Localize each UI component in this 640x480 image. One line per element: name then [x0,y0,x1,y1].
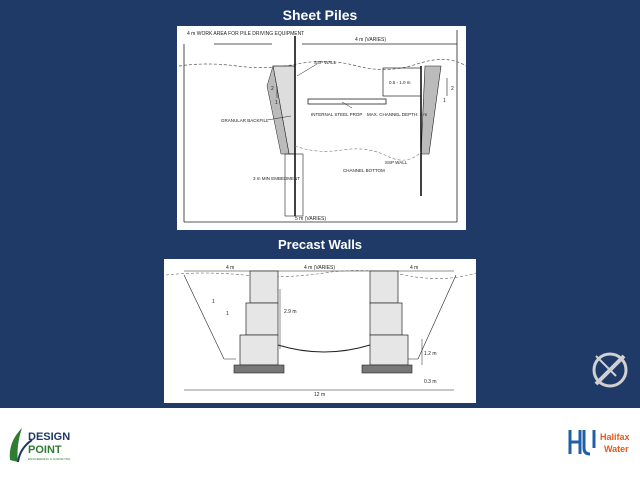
total-width-label: 12 m [314,392,326,398]
slope-vertical-label: 1 [212,299,215,305]
max-channel-depth-label: MAX. CHANNEL DEPTH: 3 m [367,112,428,117]
halifax-water-logo [566,424,632,460]
footer [0,408,640,480]
compass-icon [586,346,634,394]
ssp-wall-left-label: SSP WALL [314,60,337,65]
hw-logo-icon [570,430,594,454]
sheet-piles-title: Sheet Piles [282,7,358,23]
design-point-top: DESIGN [28,431,71,443]
embedment-label: 3 m MIN EMBEDMENT [253,176,301,181]
precast-walls-title: Precast Walls [277,237,363,252]
ssp-wall-right-label: SSP WALL [385,160,408,165]
slope-vertical-label: 2 [271,86,274,92]
slope-horizontal-right-label: 1 [443,98,446,104]
bottom-width-label: 5 m (VARIES) [295,216,327,222]
work-area-label: 4 m WORK AREA FOR PILE DRIVING EQUIPMENT [187,31,305,37]
middle-width-label: 4 m (VARIES) [304,265,336,271]
design-point-tagline: ENGINEERING & SURVEYING [28,457,71,461]
internal-steel-prop-label: INTERNAL STEEL PROP [311,112,363,117]
right-height-label: 1.2 m [424,351,437,357]
slope-vertical-right-label: 2 [451,86,454,92]
halifax-top: Halifax [600,432,630,442]
range-label: 0.5 - 1.0 m [389,80,411,85]
halifax-bottom: Water [604,444,629,454]
precast-walls-drawing [164,259,476,403]
height-label: 2.9 m [284,309,297,315]
design-point-bottom: POINT [28,444,62,456]
slope-horizontal-label: 1 [275,100,278,106]
design-point-logo [6,420,86,468]
footing-label: 0.3 m [424,379,437,385]
left-width-label: 4 m [226,265,235,271]
granular-backfill-label: GRANULAR BACKFILL [221,118,269,123]
channel-bottom-label: CHANNEL BOTTOM [343,168,385,173]
slope-horizontal-label: 1 [226,311,229,317]
right-width-label: 4 m [410,265,419,271]
sheet-piles-drawing [177,26,466,230]
top-width-label: 4 m (VARIES) [355,37,387,43]
sheet-piles-diagram [177,26,466,230]
precast-walls-diagram [164,259,476,403]
